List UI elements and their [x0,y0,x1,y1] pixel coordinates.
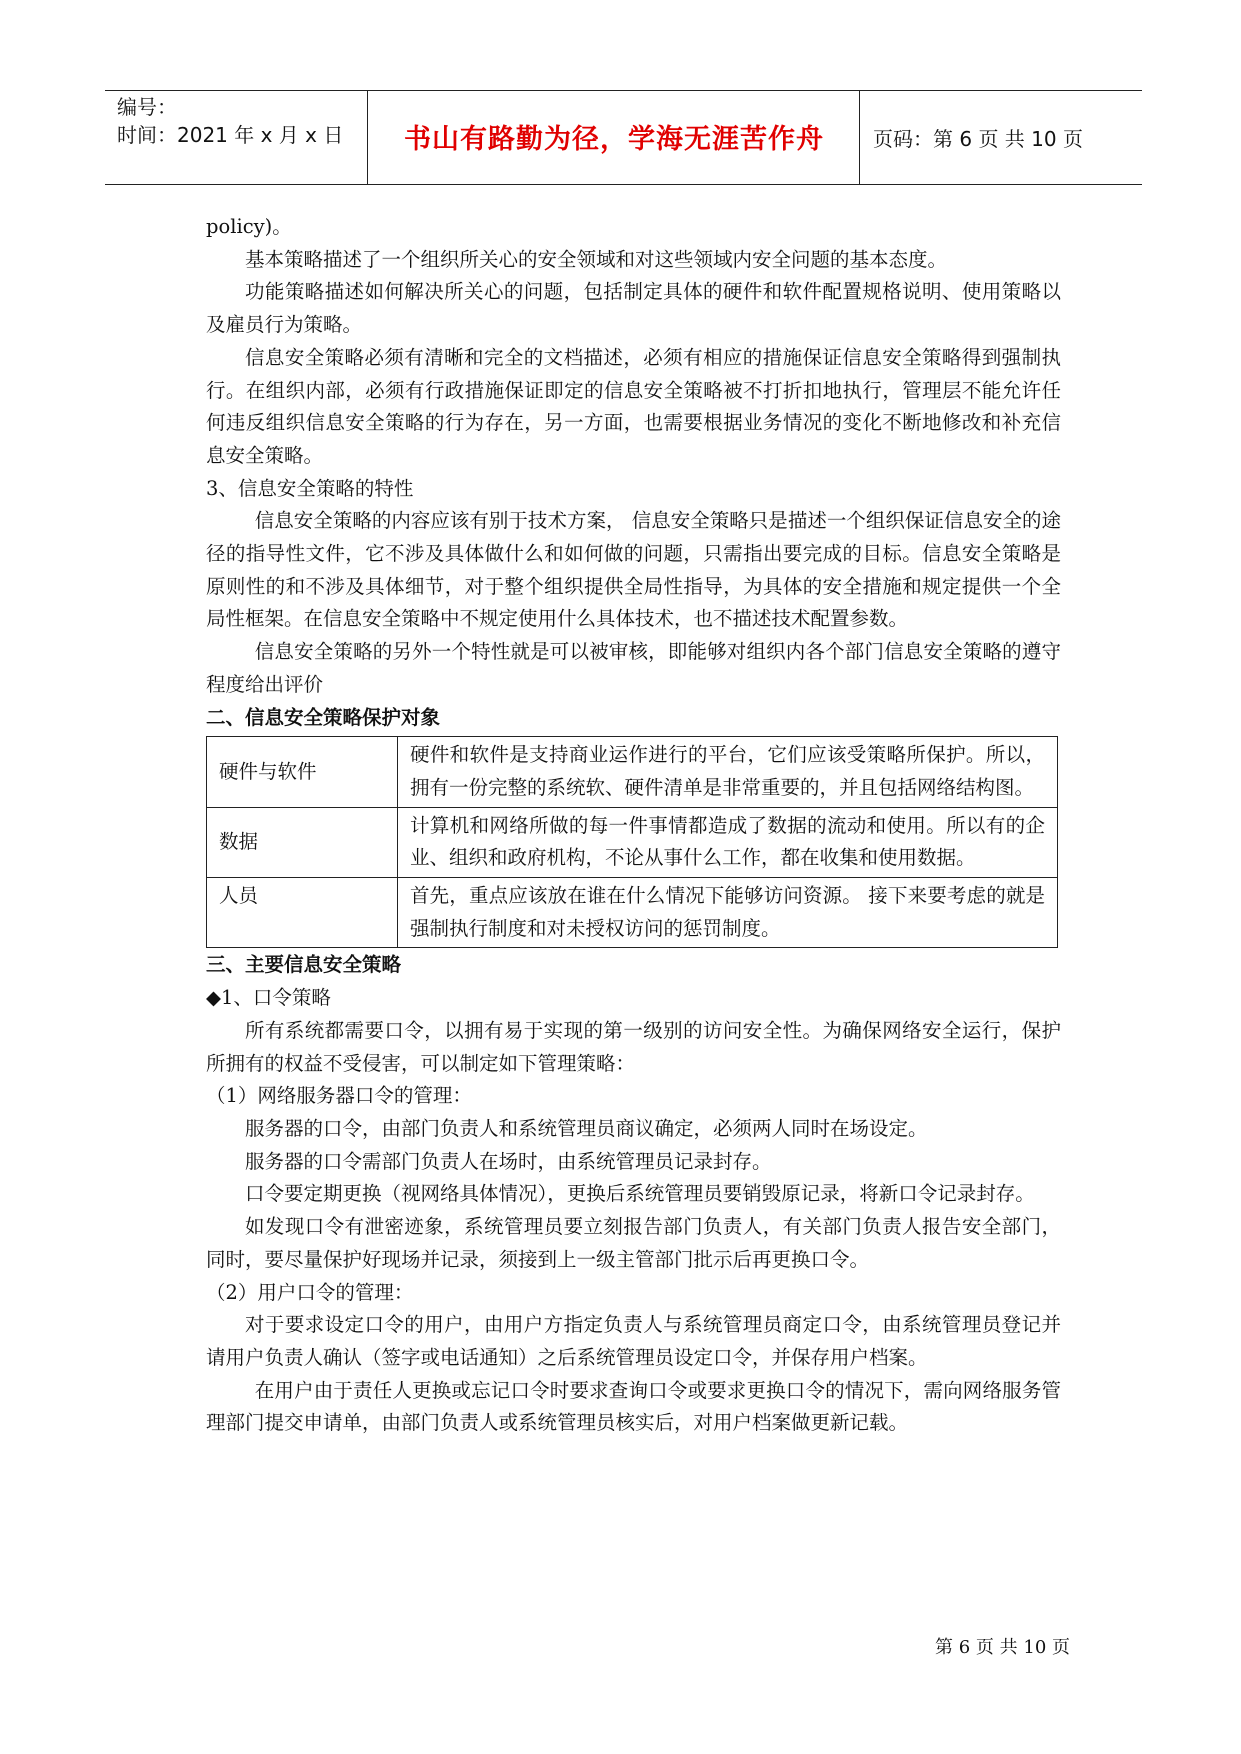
paragraph: 所有系统都需要口令，以拥有易于实现的第一级别的访问安全性。为确保网络安全运行，保护所拥有的权益不受侵害，可以制定如下管理策略： [206,1018,1061,1075]
table-cell-key: 硬件与软件 [207,737,398,807]
page-footer: 第 6 页 共 10 页 [935,1637,1070,1658]
section-heading: 二、信息安全策略保护对象 [206,705,441,729]
table-cell-key: 人员 [207,878,398,948]
table-cell-value: 首先，重点应该放在谁在什么情况下能够访问资源。 接下来要考虑的就是强制执行制度和对未授权访问的惩罚制度。 [398,878,1058,948]
paragraph: 在用户由于责任人更换或忘记口令时要求查询口令或要求更换口令的情况下，需向网络服务管理部门提交申请单，由部门负责人或系统管理员核实后，对用户档案做更新记载。 [206,1378,1061,1435]
subsection-title: （1）网络服务器口令的管理： [206,1084,472,1108]
table-row [207,807,1058,877]
document-time-label: 时间：2021 年 x 月 x 日 [117,123,344,147]
document-body [206,211,1061,1440]
section-heading: 三、主要信息安全策略 [206,953,402,977]
paragraph: policy)。 [206,215,292,238]
paragraph: 对于要求设定口令的用户，由用户方指定负责人与系统管理员商定口令，由系统管理员登记并请用户负责人确认（签字或电话通知）之后系统管理员设定口令，并保存用户档案。 [206,1313,1061,1369]
header-page-number: 页码：第 6 页 共 10 页 [873,127,1083,151]
paragraph: 基本策略描述了一个组织所关心的安全领域和对这些领域内安全问题的基本态度。 [245,247,948,271]
header-divider [367,91,368,184]
protection-objects-table [206,736,1058,948]
page-header [105,90,1142,185]
table-row [207,737,1058,807]
paragraph: 信息安全策略必须有清晰和完全的文档描述，必须有相应的措施保证信息安全策略得到强制执行。在组织内部，必须有行政措施保证即定的信息安全策略被不打折扣地执行，管理层不能允许任何违反组织信息安全策略的行为存在，另一方面，也需要根据业务情况的变化不断地修改和补充信息安全策略。 [206,345,1061,467]
paragraph: 如发现口令有泄密迹象，系统管理员要立刻报告部门负责人，有关部门负责人报告安全部门，同时，要尽量保护好现场并记录，须接到上一级主管部门批示后再更换口令。 [206,1215,1061,1271]
list-item: ◆1、口令策略 [206,986,331,1010]
header-divider [859,91,860,184]
paragraph: 服务器的口令需部门负责人在场时，由系统管理员记录封存。 [245,1149,772,1173]
subsection-title: （2）用户口令的管理： [206,1280,414,1304]
paragraph: 口令要定期更换（视网络具体情况），更换后系统管理员要销毁原记录，将新口令记录封存。 [245,1182,1035,1206]
paragraph: 信息安全策略的另外一个特性就是可以被审核，即能够对组织内各个部门信息安全策略的遵守程度给出评价 [206,640,1061,696]
subsection-title: 3、信息安全策略的特性 [206,476,414,500]
table-cell-key: 数据 [207,807,398,877]
table-cell-value: 计算机和网络所做的每一件事情都造成了数据的流动和使用。所以有的企业、组织和政府机构，不论从事什么工作，都在收集和使用数据。 [398,807,1058,877]
paragraph: 服务器的口令，由部门负责人和系统管理员商议确定，必须两人同时在场设定。 [245,1116,928,1140]
paragraph: 信息安全策略的内容应该有别于技术方案， 信息安全策略只是描述一个组织保证信息安全的途径的指导性文件，它不涉及具体做什么和如何做的问题，只需指出要完成的目标。信息安全策略是原则性的和不涉及具体细节，对于整个组织提供全局性指导，为具体的安全措施和规定提供一个全局性框架。在信息安全策略中不规定使用什么具体技术，也不描述技术配置参数。 [206,509,1061,631]
header-meta [117,93,367,149]
table-row [207,878,1058,948]
paragraph: 功能策略描述如何解决所关心的问题，包括制定具体的硬件和软件配置规格说明、使用策略以及雇员行为策略。 [206,280,1061,337]
header-slogan: 书山有路勤为径，学海无涯苦作舟 [404,124,824,155]
table-cell-value: 硬件和软件是支持商业运作进行的平台，它们应该受策略所保护。所以，拥有一份完整的系统软、硬件清单是非常重要的，并且包括网络结构图。 [398,737,1058,807]
document-number-label: 编号： [117,95,177,119]
